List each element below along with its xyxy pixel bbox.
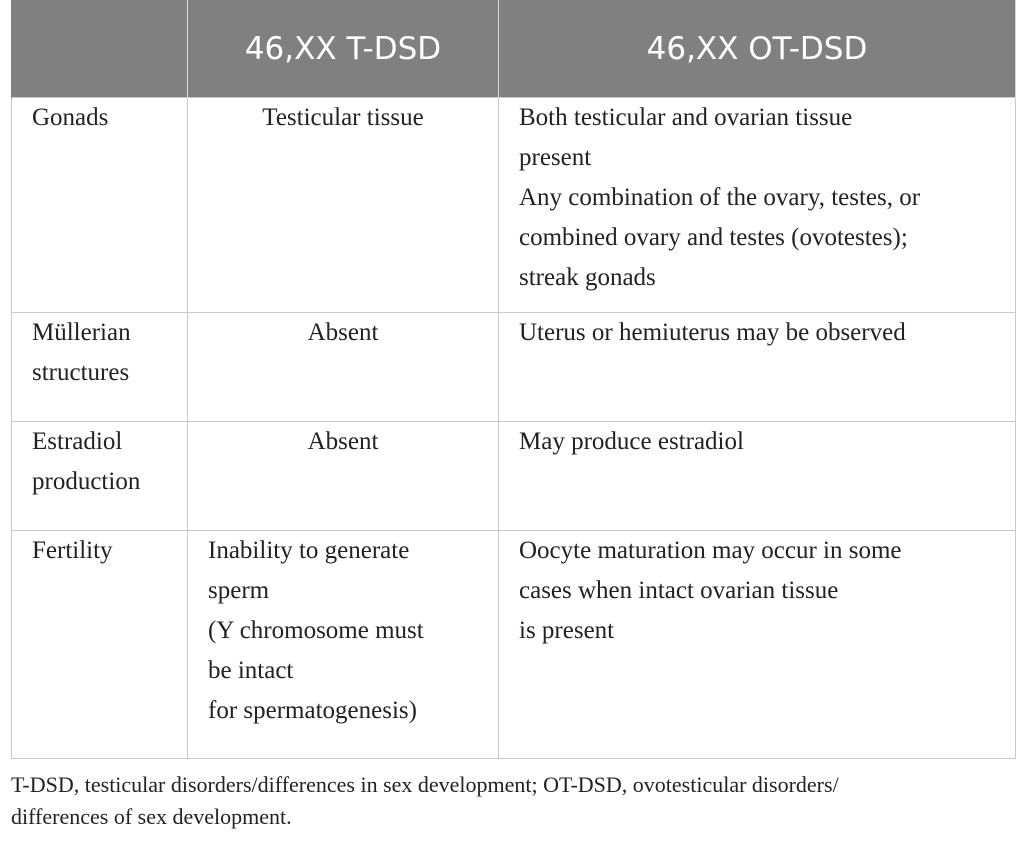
ot-dsd-cell [499, 313, 1016, 422]
header-t-dsd: 46,XX T-DSD [188, 0, 499, 98]
table-row [12, 98, 1016, 313]
ot-dsd-line: Any combination of the ovary, testes, or [519, 184, 921, 211]
t-dsd-cell [188, 98, 499, 313]
row-label-line: Fertility [32, 537, 113, 564]
ot-dsd-line: Oocyte maturation may occur in some [519, 537, 902, 564]
footnote-line: differences of sex development. [11, 804, 292, 829]
t-dsd-cell [188, 313, 499, 422]
t-dsd-line: sperm [208, 577, 270, 604]
table-row [12, 313, 1016, 422]
ot-dsd-cell [499, 422, 1016, 531]
row-label [12, 313, 188, 422]
row-label [12, 422, 188, 531]
t-dsd-line: Inability to generate [208, 537, 410, 564]
t-dsd-line: Absent [307, 428, 379, 455]
t-dsd-line: be intact [208, 657, 294, 684]
ot-dsd-line: cases when intact ovarian tissue [519, 577, 839, 604]
row-label-line: production [32, 468, 141, 495]
ot-dsd-cell [499, 98, 1016, 313]
ot-dsd-line: present [519, 144, 592, 171]
comparison-table [11, 0, 1016, 759]
ot-dsd-line: May produce estradiol [519, 428, 744, 455]
ot-dsd-cell [499, 531, 1016, 759]
comparison-table-container [11, 0, 1015, 759]
t-dsd-line: Absent [307, 319, 379, 346]
t-dsd-line: (Y chromosome must [208, 617, 424, 644]
t-dsd-line: for spermatogenesis) [208, 697, 417, 724]
footnote-line: T-DSD, testicular disorders/differences in sex development; OT-DSD, ovotesticular disorders/ [11, 772, 839, 797]
row-label-line: Müllerian [32, 319, 131, 346]
row-label-line: Estradiol [32, 428, 123, 455]
table-footnote [11, 769, 1021, 833]
ot-dsd-line: is present [519, 617, 615, 644]
row-label [12, 98, 188, 313]
t-dsd-line: Testicular tissue [262, 104, 424, 131]
table-row [12, 531, 1016, 759]
t-dsd-cell [188, 422, 499, 531]
ot-dsd-line: streak gonads [519, 264, 656, 291]
header-row [12, 0, 1016, 98]
row-label-line: Gonads [32, 104, 109, 131]
ot-dsd-line: Uterus or hemiuterus may be observed [519, 319, 906, 346]
t-dsd-cell [188, 531, 499, 759]
header-empty-cell [12, 0, 188, 98]
row-label [12, 531, 188, 759]
row-label-line: structures [32, 359, 130, 386]
ot-dsd-line: combined ovary and testes (ovotestes); [519, 224, 908, 251]
ot-dsd-line: Both testicular and ovarian tissue [519, 104, 853, 131]
table-row [12, 422, 1016, 531]
header-ot-dsd: 46,XX OT-DSD [499, 0, 1016, 98]
